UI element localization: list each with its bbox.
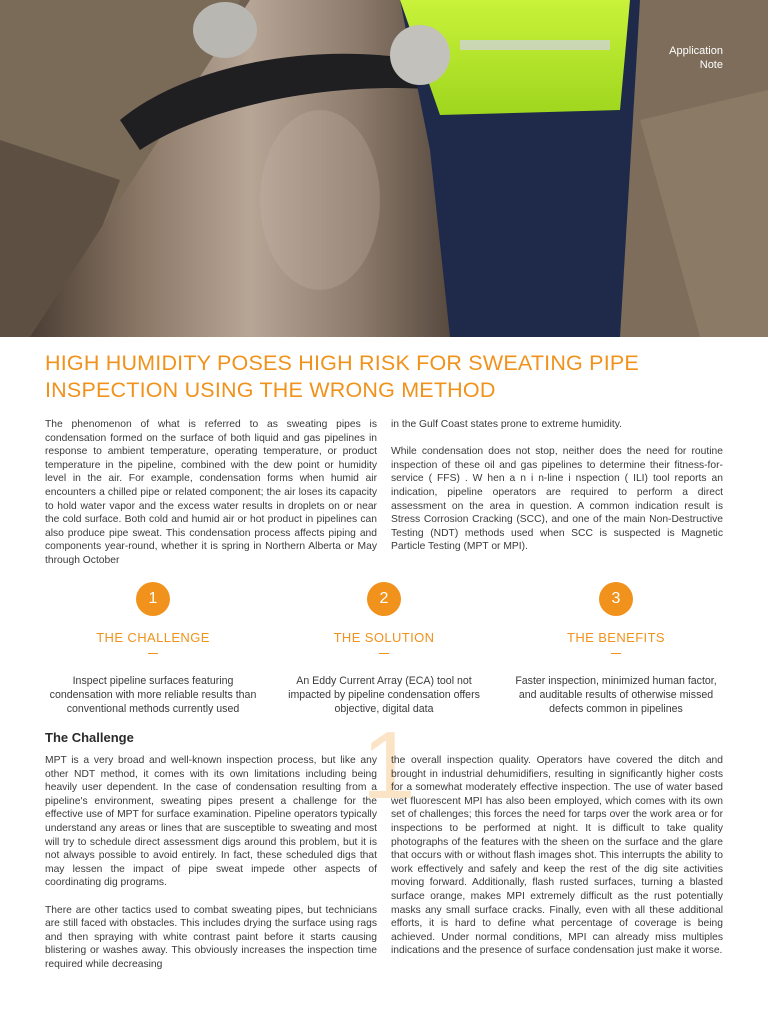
pillar-description: Faster inspection, minimized human factor, and auditable results of otherwise missed defects common in pipelines xyxy=(515,675,717,715)
intro-paragraph: While condensation does not stop, neither does the need for routine inspection of these oil and gas pipelines to determine their fitness-for-service ( FFS) . W hen a n i n-line i nspection ( ILI) tool reports an indication, pipeline operators are required to perform a direct assessment on the area in question. A common indication result is Stress Corrosion Cracking (SCC), and one of the main Non-Destructive Testing (NDT) methods used when SCC is suspected is Magnetic Particle Testing (MPT or MPI). xyxy=(391,446,723,553)
intro-paragraph: The phenomenon of what is referred to as sweating pipes is condensation formed on the surface of both liquid and gas pipelines in response to ambient temperature, operating temperature, or product temperature in the pipeline, combined with the dew point or humidity level in the air. For example, condensation forms when humid air encounters a chilled pipe or related component; the air loses its capacity to hold water vapor and the excess water results in droplets on or near the cold surface. Both cold and humid air or hot product in pipelines can also produce pipe sweat. This condensation process affects piping and components year-round, whether it is spring in Northern Alberta or May through October xyxy=(45,419,377,566)
section-title: The Challenge xyxy=(45,730,134,745)
pillar-title: THE SOLUTION xyxy=(333,630,435,645)
title-line-2: INSPECTION USING THE WRONG METHOD xyxy=(45,378,496,402)
pillar-divider xyxy=(611,653,621,654)
pillar-solution xyxy=(264,582,504,716)
pillar-title: THE CHALLENGE xyxy=(96,630,210,645)
pillar-divider xyxy=(379,653,389,654)
pillar-title: THE BENEFITS xyxy=(567,630,665,645)
body-paragraph: MPT is a very broad and well-known inspection process, but like any other NDT method, it comes with its own limitations including being heavily user dependent. In the case of condensation resulting from a pipeline's environment, sweating pipes present a challenge for the effective use of MPT for surface examination. Pipeline operators typically understand any areas or lines that are susceptible to sweating and most will try to schedule direct assessment digs around this problem, but it is not always possible to avoid entirely. In fact, these scheduled digs that may lessen the impact of pipe sweat impede other aspects of coordinating dig programs. xyxy=(45,755,377,889)
pillar-description: Inspect pipeline surfaces featuring condensation with more reliable results than conventional methods currently used xyxy=(49,675,257,715)
pillar-divider xyxy=(148,653,158,654)
pipeline-inspection-image xyxy=(0,0,768,337)
intro-column-left xyxy=(45,418,377,568)
challenge-column-left xyxy=(45,754,377,985)
body-paragraph: the overall inspection quality. Operators have covered the ditch and brought in industrial dehumidifiers, resulting in significantly higher costs for a somewhat moderately effective inspection. The use of water based wet fluorescent MPI has also been employed, which comes with its own set of challenges; this forces the need for tarps over the work area or for inspections to be performed at night. It is difficult to take quality photographs of the features with the sheen on the surface and the glare that occurs with or without flash images shot. This interrupts the ability to work effectively and safely and keep the rest of the dig site activities moving forward. Additionally, flash rusted surfaces, turning a blasted surface orange, makes MPI extremely difficult as the rust potentially masks any small surface cracks. Finally, even with all these additional efforts, it is hard to define what percentage of coverage is being achieved. Under normal conditions, MPI can already miss multiples indications and the presence of surface condensation just make it worse. xyxy=(391,755,723,957)
label-line-2: Note xyxy=(699,59,723,71)
section-number-watermark: 1 xyxy=(362,712,416,819)
step-number-badge: 3 xyxy=(599,582,633,616)
hero-photo xyxy=(0,0,768,337)
page-title xyxy=(45,350,725,404)
step-number-badge: 1 xyxy=(136,582,170,616)
body-paragraph: There are other tactics used to combat sweating pipes, but technicians are still faced with obstacles. This includes drying the surface using rags and then spraying with white contrast paint before it starts causing blistering or washes away. This obviously increases the inspection time required while decreasing xyxy=(45,904,377,970)
document-type-label xyxy=(669,44,723,72)
pillar-challenge xyxy=(33,582,273,716)
pillar-description: An Eddy Current Array (ECA) tool not impacted by pipeline condensation offers objective, digital data xyxy=(288,675,480,715)
step-number-badge: 2 xyxy=(367,582,401,616)
label-line-1: Application xyxy=(669,45,723,57)
pillar-benefits xyxy=(496,582,736,716)
intro-paragraph-continued: in the Gulf Coast states prone to extreme humidity. xyxy=(391,419,623,430)
title-line-1: HIGH HUMIDITY POSES HIGH RISK FOR SWEATING PIPE xyxy=(45,351,639,375)
challenge-column-right xyxy=(391,754,723,958)
intro-column-right xyxy=(391,418,723,568)
